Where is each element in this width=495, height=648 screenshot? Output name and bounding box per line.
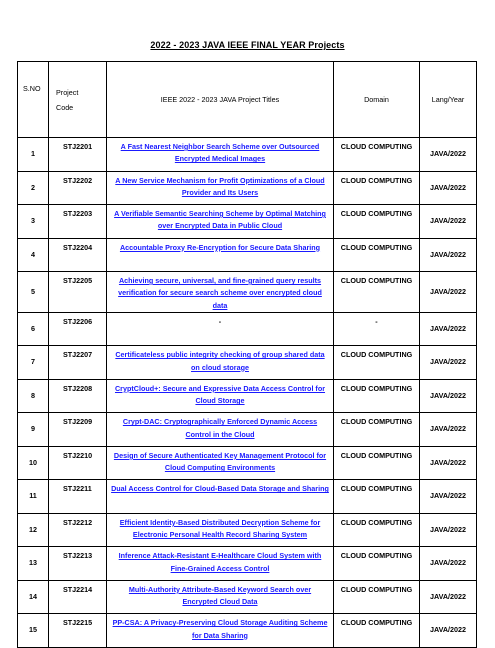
row-domain: CLOUD COMPUTING xyxy=(334,272,420,313)
header-code-line2: Code xyxy=(56,102,74,112)
table-row xyxy=(18,480,477,514)
row-sno: 12 xyxy=(18,513,49,547)
header-code-line1: Project xyxy=(56,87,79,97)
table-row xyxy=(18,171,477,205)
row-domain: CLOUD COMPUTING xyxy=(334,614,420,648)
row-domain: CLOUD COMPUTING xyxy=(334,238,420,272)
projects-table xyxy=(17,61,477,648)
row-sno: 7 xyxy=(18,346,49,380)
row-sno: 4 xyxy=(18,238,49,272)
row-code: STJ2205 xyxy=(49,272,107,313)
table-row xyxy=(18,513,477,547)
row-code: STJ2211 xyxy=(49,480,107,514)
row-sno: 3 xyxy=(18,205,49,239)
row-sno: 5 xyxy=(18,272,49,313)
row-year: JAVA/2022 xyxy=(420,205,477,239)
row-code: STJ2214 xyxy=(49,580,107,614)
row-title-link: - xyxy=(107,312,334,346)
row-domain: CLOUD COMPUTING xyxy=(334,513,420,547)
row-domain: CLOUD COMPUTING xyxy=(334,346,420,380)
row-title-link[interactable]: Dual Access Control for Cloud-Based Data Storage and Sharing xyxy=(107,480,334,514)
row-domain: CLOUD COMPUTING xyxy=(334,138,420,172)
row-title-link[interactable]: Inference Attack-Resistant E-Healthcare Cloud System with Fine-Grained Access Control xyxy=(107,547,334,581)
row-year: JAVA/2022 xyxy=(420,446,477,480)
table-row xyxy=(18,138,477,172)
table-row xyxy=(18,413,477,447)
table-row xyxy=(18,272,477,313)
table-row xyxy=(18,446,477,480)
row-year: JAVA/2022 xyxy=(420,272,477,313)
row-sno: 1 xyxy=(18,138,49,172)
row-title-link[interactable]: Accountable Proxy Re-Encryption for Secure Data Sharing xyxy=(107,238,334,272)
row-sno: 6 xyxy=(18,312,49,346)
row-code: STJ2209 xyxy=(49,413,107,447)
row-title-link[interactable]: Design of Secure Authenticated Key Management Protocol for Cloud Computing Environments xyxy=(107,446,334,480)
table-row xyxy=(18,379,477,413)
row-year: JAVA/2022 xyxy=(420,379,477,413)
row-title-link[interactable]: A Fast Nearest Neighbor Search Scheme over Outsourced Encrypted Medical Images xyxy=(107,138,334,172)
header-project-code xyxy=(49,62,107,138)
row-title-link[interactable]: Efficient Identity-Based Distributed Decryption Scheme for Electronic Personal Health Record Sharing System xyxy=(107,513,334,547)
header-year: Lang/Year xyxy=(420,62,477,138)
table-header-row xyxy=(18,62,477,138)
row-code: STJ2207 xyxy=(49,346,107,380)
row-title-link[interactable]: CryptCloud+: Secure and Expressive Data Access Control for Cloud Storage xyxy=(107,379,334,413)
header-sno: S.NO xyxy=(18,62,49,138)
row-domain: - xyxy=(334,312,420,346)
row-year: JAVA/2022 xyxy=(420,138,477,172)
row-domain: CLOUD COMPUTING xyxy=(334,171,420,205)
row-domain: CLOUD COMPUTING xyxy=(334,480,420,514)
row-sno: 9 xyxy=(18,413,49,447)
row-domain: CLOUD COMPUTING xyxy=(334,580,420,614)
row-year: JAVA/2022 xyxy=(420,346,477,380)
row-year: JAVA/2022 xyxy=(420,614,477,648)
row-code: STJ2212 xyxy=(49,513,107,547)
row-code: STJ2210 xyxy=(49,446,107,480)
row-code: STJ2203 xyxy=(49,205,107,239)
row-title-link[interactable]: Certificateless public integrity checking of group shared data on cloud storage xyxy=(107,346,334,380)
row-year: JAVA/2022 xyxy=(420,480,477,514)
row-sno: 10 xyxy=(18,446,49,480)
header-domain: Domain xyxy=(334,62,420,138)
row-code: STJ2204 xyxy=(49,238,107,272)
row-sno: 11 xyxy=(18,480,49,514)
row-code: STJ2215 xyxy=(49,614,107,648)
table-row xyxy=(18,547,477,581)
row-title-link[interactable]: A New Service Mechanism for Profit Optimizations of a Cloud Provider and Its Users xyxy=(107,171,334,205)
row-year: JAVA/2022 xyxy=(420,413,477,447)
row-domain: CLOUD COMPUTING xyxy=(334,547,420,581)
row-domain: CLOUD COMPUTING xyxy=(334,413,420,447)
row-code: STJ2206 xyxy=(49,312,107,346)
table-row xyxy=(18,205,477,239)
row-sno: 2 xyxy=(18,171,49,205)
table-row xyxy=(18,346,477,380)
row-sno: 13 xyxy=(18,547,49,581)
row-title-link[interactable]: Achieving secure, universal, and fine-grained query results verification for secure search scheme over encrypted cloud data xyxy=(107,272,334,313)
row-sno: 8 xyxy=(18,379,49,413)
row-domain: CLOUD COMPUTING xyxy=(334,379,420,413)
table-row xyxy=(18,238,477,272)
page-title: 2022 - 2023 JAVA IEEE FINAL YEAR Projects xyxy=(150,40,345,50)
row-title-link[interactable]: A Verifiable Semantic Searching Scheme by Optimal Matching over Encrypted Data in Public Cloud xyxy=(107,205,334,239)
table-row xyxy=(18,580,477,614)
row-title-link[interactable]: PP-CSA: A Privacy-Preserving Cloud Storage Auditing Scheme for Data Sharing xyxy=(107,614,334,648)
row-code: STJ2201 xyxy=(49,138,107,172)
row-sno: 15 xyxy=(18,614,49,648)
row-sno: 14 xyxy=(18,580,49,614)
row-title-link[interactable]: Crypt-DAC: Cryptographically Enforced Dynamic Access Control in the Cloud xyxy=(107,413,334,447)
row-year: JAVA/2022 xyxy=(420,171,477,205)
row-domain: CLOUD COMPUTING xyxy=(334,446,420,480)
table-row xyxy=(18,312,477,346)
header-title: IEEE 2022 - 2023 JAVA Project Titles xyxy=(107,62,334,138)
row-year: JAVA/2022 xyxy=(420,513,477,547)
row-code: STJ2213 xyxy=(49,547,107,581)
row-code: STJ2208 xyxy=(49,379,107,413)
row-domain: CLOUD COMPUTING xyxy=(334,205,420,239)
row-year: JAVA/2022 xyxy=(420,238,477,272)
table-row xyxy=(18,614,477,648)
row-year: JAVA/2022 xyxy=(420,312,477,346)
row-code: STJ2202 xyxy=(49,171,107,205)
row-year: JAVA/2022 xyxy=(420,580,477,614)
row-year: JAVA/2022 xyxy=(420,547,477,581)
row-title-link[interactable]: Multi-Authority Attribute-Based Keyword Search over Encrypted Cloud Data xyxy=(107,580,334,614)
